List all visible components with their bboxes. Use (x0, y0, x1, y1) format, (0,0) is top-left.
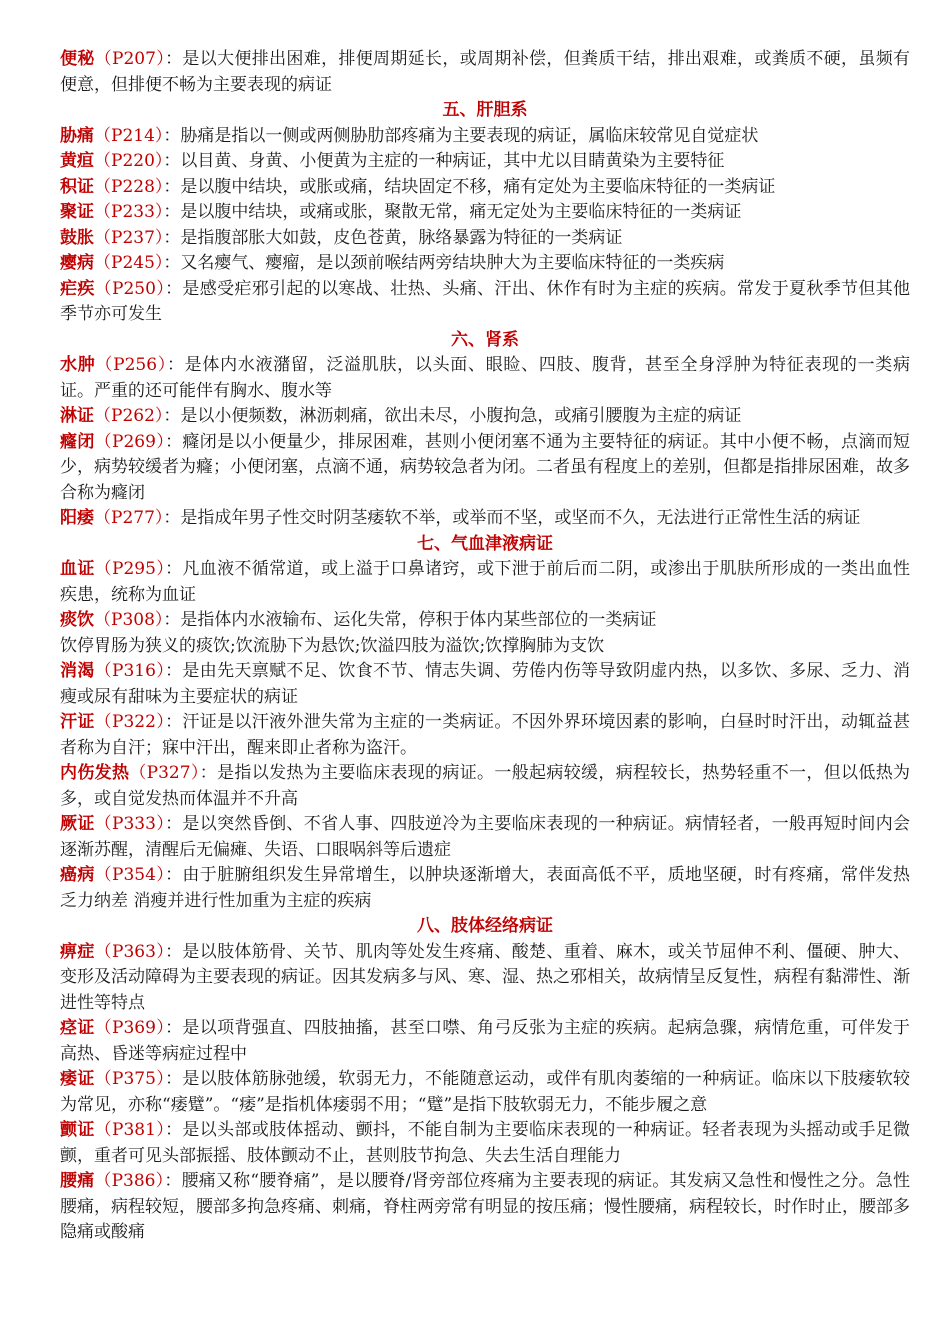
definition-entry (60, 430, 910, 507)
entry-definition: 是以头部或肢体摇动、颤抖，不能自制为主要临床表现的一种病证。轻者表现为头摇动或手足微颤，重者可见头部振摇、肢体颤动不止，甚则肢节拘急、失去生活自理能力 (60, 1120, 911, 1166)
paragraph: 饮停胃肠为狭义的痰饮;饮流胁下为悬饮;饮溢四肢为溢饮;饮撑胸肺为支饮 (60, 635, 605, 656)
page-reference: （P375） (94, 1069, 166, 1089)
section-title: 八、肢体经络病证 (417, 916, 553, 936)
entry-term: 积证 (60, 176, 94, 197)
separator: ： (165, 941, 183, 962)
separator: ： (163, 176, 181, 197)
entry-definition: 是以项背强直、四肢抽搐，甚至口噤、角弓反张为主症的疾病。起病急骤，病情危重，可伴发于高热、昏迷等病症过程中 (60, 1018, 911, 1064)
entry-definition: 腰痛又称“腰脊痛”，是以腰脊/肾旁部位疼痛为主要表现的病证。其发病又急性和慢性之分。急性腰痛，病程较短，腰部多拘急疼痛、刺痛，脊柱两旁常有明显的按压痛；慢性腰痛，病程较长，时作时止，腰部多隐痛或酸痛 (60, 1171, 911, 1242)
page-reference: （P381） (94, 1120, 166, 1140)
definition-entry (60, 608, 910, 634)
separator: ： (165, 1069, 183, 1089)
page-reference: （P245） (94, 253, 164, 273)
entry-term: 癃闭 (60, 431, 95, 452)
page-reference: （P214） (94, 125, 164, 146)
entry-term: 疟疾 (60, 278, 95, 299)
page-reference: （P333） (94, 814, 166, 834)
definition-entry (60, 175, 910, 201)
separator: ： (163, 125, 181, 146)
entry-term: 聚证 (60, 202, 94, 222)
separator: ： (163, 406, 181, 426)
entry-term: 痿证 (60, 1069, 95, 1089)
entry-term: 消渴 (60, 661, 95, 681)
page-reference: （P220） (94, 151, 164, 171)
page-reference: （P228） (94, 176, 164, 197)
entry-definition: 是以肢体筋骨、关节、肌肉等处发生疼痛、酸楚、重着、麻木，或关节屈伸不利、僵硬、肿大、变形及活动障碍为主要表现的病证。因其发病多与风、寒、湿、热之邪相关，故病情呈反复性，病程有黏滞性、渐进性等特点 (60, 941, 911, 1013)
entry-term: 血证 (60, 559, 95, 579)
entry-definition: 以目黄、身黄、小便黄为主症的一种病证，其中尤以目睛黄染为主要特征 (180, 151, 725, 171)
page-reference: （P354） (94, 865, 166, 885)
separator: ： (163, 202, 181, 222)
definition-entry (60, 1118, 910, 1169)
entry-term: 厥证 (60, 814, 95, 834)
entry-definition: 是体内水液潴留，泛溢肌肤，以头面、眼睑、四肢、腹背，甚至全身浮肿为特征表现的一类病证。严重的还可能伴有胸水、腹水等 (60, 355, 911, 401)
separator: ： (165, 49, 183, 69)
page-reference: （P295） (94, 559, 166, 579)
definition-entry (60, 940, 910, 1017)
entry-definition: 是由先天禀赋不足、饮食不节、情志失调、劳倦内伤等导致阴虚内热，以多饮、多尿、乏力、消瘦或尿有甜味为主要症状的病证 (60, 661, 911, 707)
separator: ： (165, 1018, 183, 1038)
separator: ： (163, 508, 181, 528)
entry-term: 内伤发热 (60, 763, 130, 783)
entry-definition: 癃闭是以小便量少，排尿困难，甚则小便闭塞不通为主要特征的病证。其中小便不畅，点滴而短少，病势较缓者为癃；小便闭塞，点滴不通，病势较急者为闭。二者虽有程度上的差别，但都是指排尿困难，故多合称为癃闭 (60, 431, 911, 503)
definition-entry (60, 812, 910, 863)
page-reference: （P233） (94, 202, 164, 222)
page-reference: （P316） (94, 661, 166, 681)
section-title: 七、气血津液病证 (417, 533, 553, 554)
page-reference: （P277） (94, 508, 164, 528)
entry-term: 鼓胀 (60, 227, 94, 248)
separator: ： (164, 1171, 182, 1191)
definition-entry (60, 506, 910, 532)
entry-definition: 是感受疟邪引起的以寒战、壮热、头痛、汗出、休作有时为主症的疾病。常发于夏秋季节但其他季节亦可发生 (60, 278, 911, 324)
definition-entry (60, 557, 910, 608)
page-reference: （P237） (94, 227, 164, 248)
definition-entry (60, 277, 910, 328)
entry-term: 癌病 (60, 865, 95, 885)
definition-entry (60, 124, 910, 150)
entry-definition: 是指腹部胀大如鼓，皮色苍黄，脉络暴露为特征的一类病证 (180, 227, 623, 248)
page-reference: （P327） (129, 763, 200, 783)
entry-term: 便秘 (60, 49, 95, 69)
separator: ： (166, 355, 185, 375)
separator: ： (163, 610, 181, 630)
entry-definition: 是指以发热为主要临床表现的病证。一般起病较缓，病程较长，热势轻重不一，但以低热为多，或自觉发热而体温并不升高 (60, 763, 911, 809)
entry-definition: 是以肢体筋脉弛缓，软弱无力，不能随意运动，或伴有肌肉萎缩的一种病证。临床以下肢痿软较为常见，亦称“痿躄”。“痿”是指机体痿弱不用；“躄”是指下肢软弱无力，不能步履之意 (60, 1069, 911, 1115)
entry-term: 痉证 (60, 1018, 95, 1038)
entry-definition: 胁痛是指以一侧或两侧胁肋部疼痛为主要表现的病证，属临床较常见自觉症状 (180, 125, 759, 146)
separator: ： (163, 227, 181, 248)
definition-entry (60, 200, 910, 226)
definition-entry (60, 1016, 910, 1067)
definition-entry (60, 1169, 910, 1246)
entry-term: 淋证 (60, 406, 94, 426)
entry-definition: 又名瘿气、瘿瘤，是以颈前喉结两旁结块肿大为主要临床特征的一类疾病 (180, 253, 725, 273)
definition-entry (60, 226, 910, 252)
separator: ： (165, 559, 183, 579)
entry-definition: 汗证是以汗液外泄失常为主症的一类病证。不因外界环境因素的影响，白昼时时汗出，动辄益甚者称为自汗；寐中汗出，醒来即止者称为盗汗。 (60, 712, 911, 758)
page-reference: （P363） (94, 941, 166, 962)
page-reference: （P386） (94, 1171, 165, 1191)
page-reference: （P256） (95, 355, 167, 375)
entry-definition: 是以腹中结块，或胀或痛，结块固定不移，痛有定处为主要临床特征的一类病证 (180, 176, 776, 197)
entry-term: 颤证 (60, 1120, 95, 1140)
separator: ： (165, 814, 183, 834)
entry-term: 腰痛 (60, 1171, 95, 1191)
entry-definition: 是以腹中结块，或痛或胀，聚散无常，痛无定处为主要临床特征的一类病证 (180, 202, 742, 222)
page-reference: （P369） (94, 1018, 166, 1038)
entry-definition: 是以小便频数，淋沥刺痛，欲出未尽，小腹拘急，或痛引腰腹为主症的病证 (180, 406, 742, 426)
definition-entry (60, 404, 910, 430)
entry-term: 阳痿 (60, 508, 94, 528)
section-title: 六、肾系 (451, 329, 519, 350)
section-title: 五、肝胆系 (442, 100, 528, 120)
separator: ： (165, 1120, 183, 1140)
entry-definition: 是指体内水液输布、运化失常，停积于体内某些部位的一类病证 (180, 610, 657, 630)
entry-term: 水肿 (60, 355, 96, 375)
separator: ： (165, 712, 183, 732)
entry-definition: 是以突然昏倒、不省人事、四肢逆冷为主要临床表现的一种病证。病情轻者，一般再短时间内会逐渐苏醒，清醒后无偏瘫、失语、口眼㖞斜等后遗症 (60, 814, 911, 860)
definition-entry (60, 710, 910, 761)
definition-entry (60, 761, 910, 812)
page-reference: （P308） (94, 610, 164, 630)
entry-term: 汗证 (60, 712, 95, 732)
entry-term: 胁痛 (60, 125, 94, 146)
entry-term: 痰饮 (60, 610, 94, 630)
separator: ： (199, 763, 218, 783)
entry-definition: 是指成年男子性交时阴茎痿软不举，或举而不坚，或坚而不久，无法进行正常性生活的病证 (180, 508, 861, 528)
page-reference: （P322） (94, 712, 166, 732)
page-reference: （P262） (94, 406, 164, 426)
entry-term: 黄疸 (60, 151, 94, 171)
page-reference: （P269） (94, 431, 166, 452)
definition-entry (60, 251, 910, 277)
page-reference: （P207） (94, 49, 166, 69)
entry-definition: 凡血液不循常道，或上溢于口鼻诸窍，或下泄于前后而二阴，或渗出于肌肤所形成的一类出血性疾患，统称为血证 (60, 559, 911, 605)
definition-entry (60, 353, 910, 404)
separator: ： (163, 253, 181, 273)
entry-term: 瘿病 (60, 253, 94, 273)
separator: ： (165, 431, 183, 452)
entry-term: 痹症 (60, 941, 95, 962)
page-reference: （P250） (94, 278, 166, 299)
definition-entry (60, 149, 910, 175)
definition-entry (60, 659, 910, 710)
entry-definition: 由于脏腑组织发生异常增生，以肿块逐渐增大，表面高低不平，质地坚硬，时有疼痛，常伴发热乏力纳差 消瘦并进行性加重为主症的疾病 (60, 865, 911, 911)
definition-entry (60, 47, 910, 98)
separator: ： (165, 661, 183, 681)
separator: ： (165, 865, 183, 885)
definition-entry (60, 863, 910, 914)
definition-entry (60, 1067, 910, 1118)
separator: ： (165, 278, 183, 299)
entry-definition: 是以大便排出困难，排便周期延长，或周期补偿，但粪质干结，排出艰难，或粪质不硬，虽频有便意，但排便不畅为主要表现的病证 (60, 49, 911, 95)
separator: ： (163, 151, 181, 171)
